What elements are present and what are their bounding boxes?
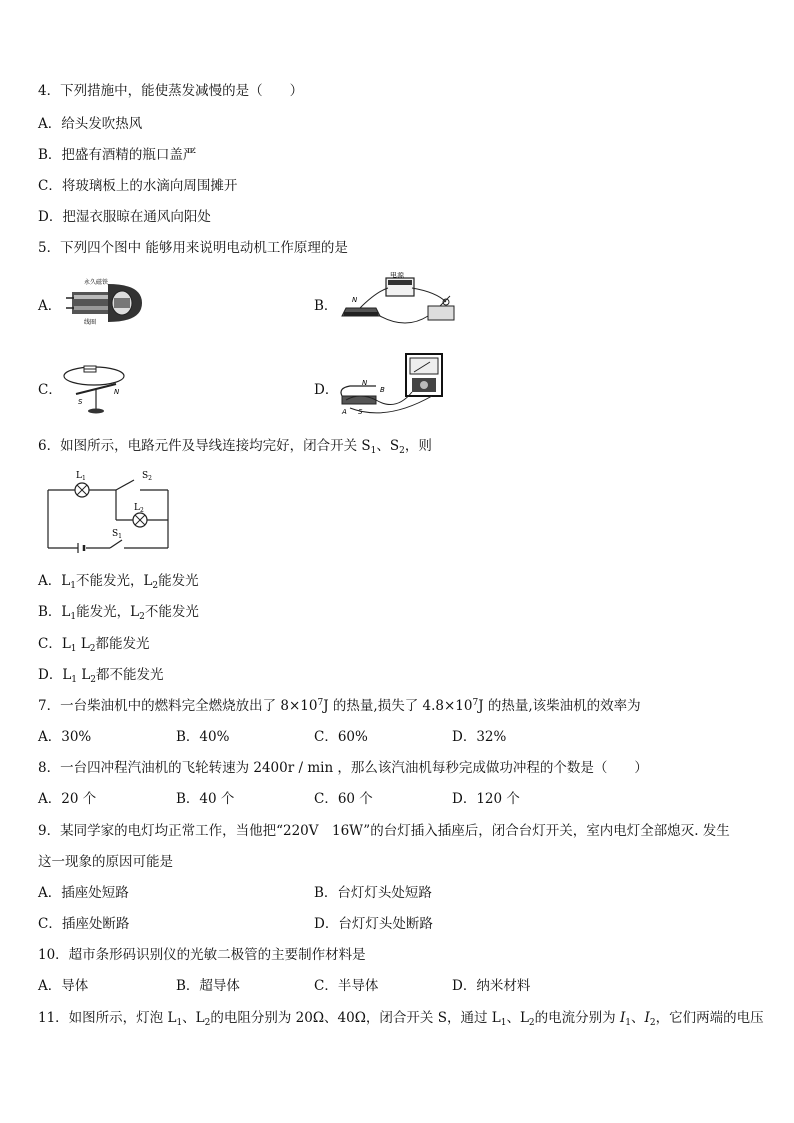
fig-c-n-label: N [114, 388, 120, 396]
q6-option-a: A．$L_1$不能发光，$L_2$能发光 [38, 573, 199, 591]
q4-option-a: A．给头发吹热风 [38, 116, 143, 132]
q4-option-c: C．将玻璃板上的水滴向周围摊开 [38, 178, 238, 194]
q5-figure-d [336, 352, 448, 420]
circuit-s2-label: $S_2$ [142, 471, 152, 482]
q9-option-c: C．插座处断路 [38, 916, 130, 932]
q9-option-b: B．台灯灯头处短路 [314, 885, 432, 901]
fig-d-s-label: S [358, 408, 363, 416]
q7-option-b: B．40% [176, 729, 230, 745]
q5-figure-a [64, 276, 146, 326]
q7-option-a: A．30% [38, 729, 92, 745]
fig-b-battery-label: 电源 [390, 272, 404, 279]
q9-stem-line1: 9．某同学家的电灯均正常工作，当他把“220V 16W”的台灯插入插座后，闭合台灯开关，室内电灯全部熄灭. 发生 [38, 823, 730, 839]
q9-option-a: A．插座处短路 [38, 885, 129, 901]
q5-label-b: B． [314, 298, 338, 314]
fig-c-s-label: S [78, 398, 83, 406]
q4-option-d: D．把湿衣服晾在通风向阳处 [38, 209, 211, 225]
q5-figure-b [336, 272, 466, 328]
q6-option-b: B．$L_1$能发光，$L_2$不能发光 [38, 604, 199, 622]
q6-option-c: C．$L_1$ $L_2$都能发光 [38, 636, 150, 654]
fig-d-n-label: N [362, 379, 368, 387]
fig-d-b-label: B [380, 386, 385, 394]
q8-stem: 8．一台四冲程汽油机的飞轮转速为 2400r / min ，那么该汽油机每秒完成做功冲程的个数是（ ） [38, 760, 648, 776]
q10-stem: 10．超市条形码识别仪的光敏二极管的主要制作材料是 [38, 947, 366, 963]
q5-figure-c [62, 360, 132, 416]
q4-stem: 4．下列措施中，能使蒸发减慢的是（ ） [38, 83, 304, 99]
q8-option-d: D．120 个 [452, 791, 520, 807]
q9-stem-line2: 这一现象的原因可能是 [38, 854, 173, 870]
q5-label-c: C． [38, 382, 62, 398]
circuit-l2-label: $L_2$ [134, 503, 144, 514]
q4-option-b: B．把盛有酒精的瓶口盖严 [38, 147, 197, 163]
fig-d-a-label: A [342, 408, 347, 416]
fig-a-magnet-label: 永久磁铁 [84, 279, 109, 286]
fig-b-n-label: N [352, 296, 358, 304]
q5-label-d: D． [314, 382, 339, 398]
q7-option-d: D．32% [452, 729, 507, 745]
q9-option-d: D．台灯灯头处断路 [314, 916, 433, 932]
q6-stem: 6．如图所示，电路元件及导线连接均完好，闭合开关 $S_1$、$S_2$，则 [38, 438, 432, 456]
q10-option-a: A．导体 [38, 978, 89, 994]
q6-option-d: D．$L_1$ $L_2$都不能发光 [38, 667, 164, 685]
q10-option-b: B．超导体 [176, 978, 240, 994]
circuit-s1-label: $S_1$ [112, 529, 122, 540]
fig-a-coil-label: 线圈 [84, 319, 97, 326]
q6-circuit-diagram [44, 466, 174, 556]
q7-stem: 7．一台柴油机中的燃料完全燃烧放出了 $8\times 10^7J$ 的热量,损失了 $4.8\times 10^7J$ 的热量,该柴油机的效率为 [38, 698, 641, 714]
q5-stem: 5．下列四个图中 能够用来说明电动机工作原理的是 [38, 240, 348, 256]
q5-label-a: A． [38, 298, 62, 314]
q10-option-c: C．半导体 [314, 978, 379, 994]
q8-option-a: A．20 个 [38, 791, 97, 807]
q7-option-c: C．60% [314, 729, 368, 745]
q11-stem: 11．如图所示，灯泡 $L_1$、$L_2$的电阻分别为 20Ω、40Ω，闭合开关 S，通过 $L_1$、$L_2$的电流分别为 $I_1$、$I_2$，它们两端的电压 [38, 1010, 764, 1028]
circuit-l1-label: $L_1$ [76, 471, 86, 482]
q8-option-b: B．40 个 [176, 791, 235, 807]
q10-option-d: D．纳米材料 [452, 978, 531, 994]
q8-option-c: C．60 个 [314, 791, 373, 807]
